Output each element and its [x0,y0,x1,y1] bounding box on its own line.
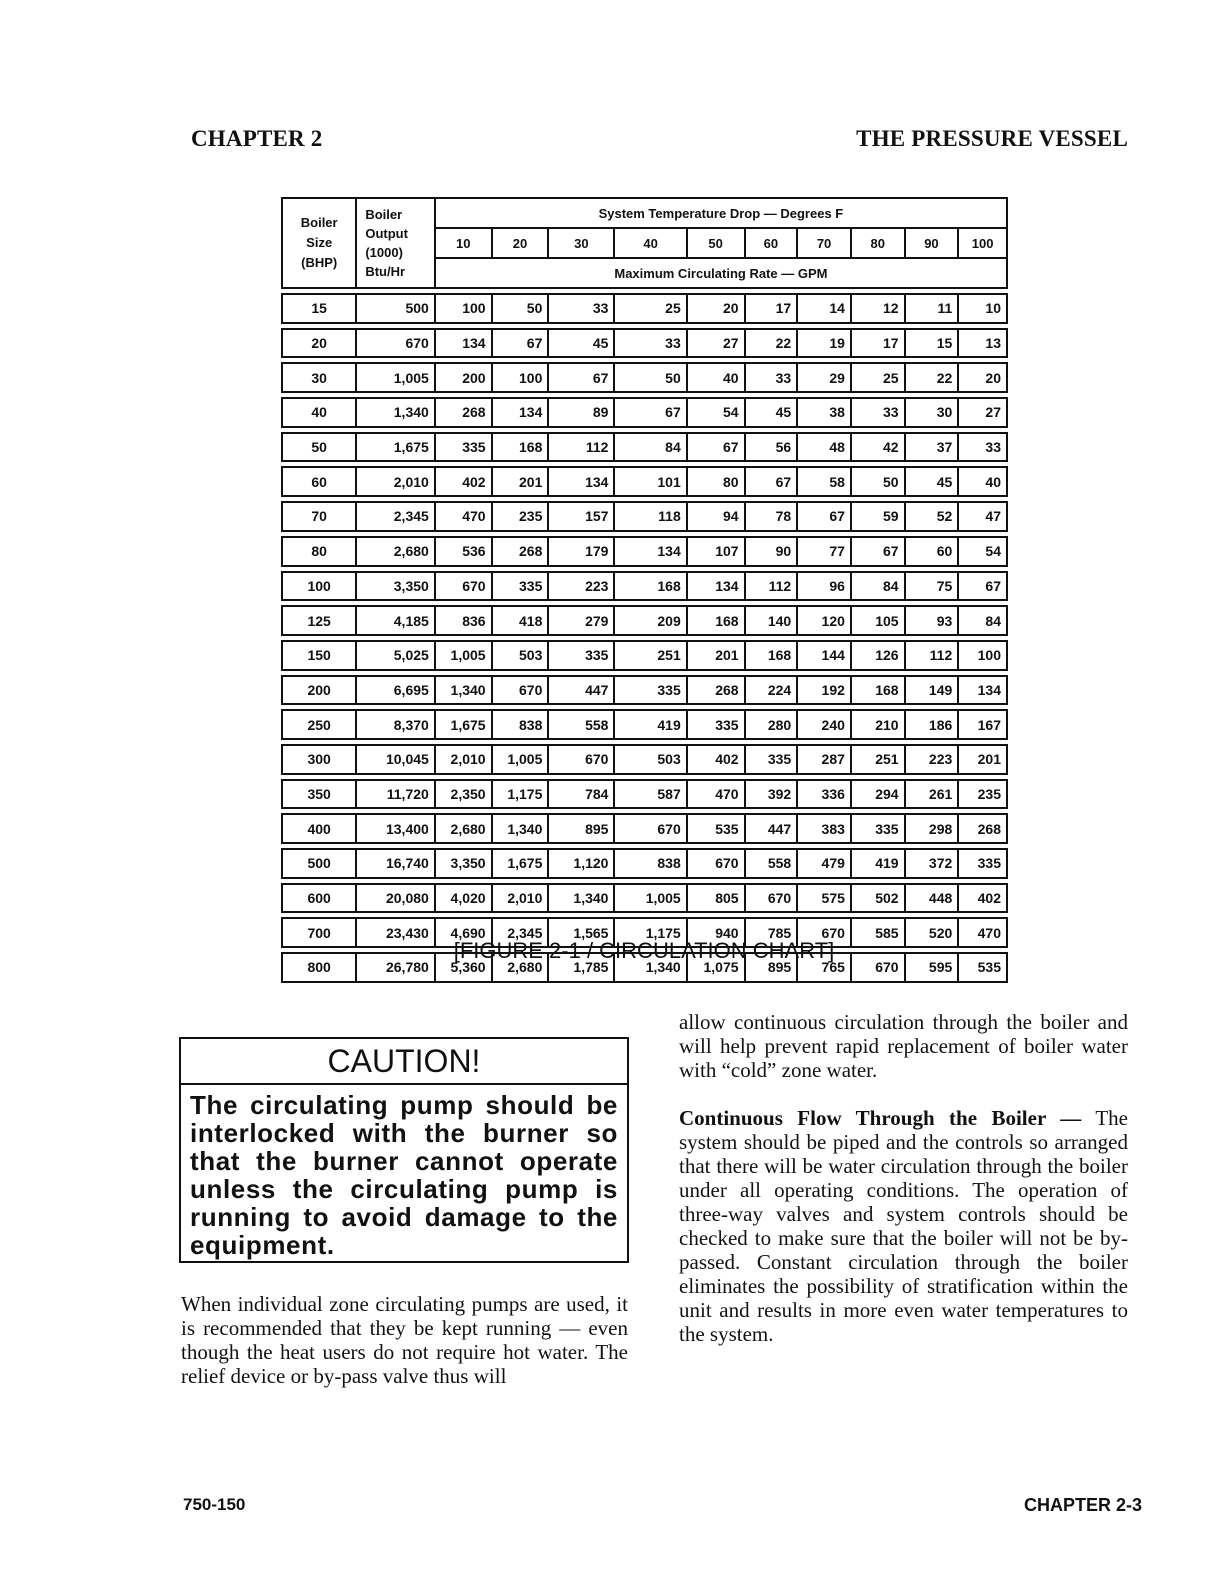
gpm-cell: 25 [614,294,686,323]
gpm-cell: 240 [797,710,851,739]
gpm-cell: 298 [905,814,959,843]
gpm-cell: 418 [492,606,549,635]
gpm-cell: 78 [745,502,798,531]
chapter-header: CHAPTER 2 [191,126,323,151]
gpm-cell: 670 [851,953,905,982]
boiler-size-cell: 100 [282,572,356,601]
gpm-cell: 112 [745,572,798,601]
boiler-output-cell: 1,005 [356,363,434,392]
boiler-output-cell: 10,045 [356,745,434,774]
gpm-cell: 84 [614,433,686,462]
gpm-cell: 201 [492,467,549,496]
boiler-size-cell: 50 [282,433,356,462]
circulating-rate-header: Maximum Circulating Rate — GPM [435,258,1007,288]
boiler-size-cell: 125 [282,606,356,635]
gpm-cell: 93 [905,606,959,635]
boiler-size-cell: 350 [282,780,356,809]
boiler-output-cell: 2,010 [356,467,434,496]
gpm-cell: 168 [687,606,745,635]
gpm-cell: 940 [687,918,745,947]
gpm-cell: 784 [548,780,614,809]
gpm-cell: 402 [435,467,492,496]
temp-header-cell: 40 [614,228,686,258]
gpm-cell: 224 [745,676,798,705]
boiler-size-cell: 200 [282,676,356,705]
boiler-output-cell: 670 [356,329,434,358]
gpm-cell: 268 [687,676,745,705]
gpm-cell: 836 [435,606,492,635]
gpm-cell: 268 [492,537,549,566]
gpm-cell: 1,675 [435,710,492,739]
gpm-cell: 48 [797,433,851,462]
gpm-cell: 45 [745,398,798,427]
gpm-cell: 20 [958,363,1007,392]
gpm-cell: 47 [958,502,1007,531]
gpm-cell: 67 [614,398,686,427]
gpm-cell: 56 [745,433,798,462]
gpm-cell: 287 [797,745,851,774]
gpm-cell: 1,075 [687,953,745,982]
right-paragraph-2 [679,1106,1128,1346]
boiler-output-cell: 26,780 [356,953,434,982]
table-row [282,641,1007,670]
gpm-cell: 470 [435,502,492,531]
right-column [679,1010,1128,1370]
gpm-cell: 105 [851,606,905,635]
gpm-cell: 14 [797,294,851,323]
gpm-cell: 838 [492,710,549,739]
gpm-cell: 54 [958,537,1007,566]
gpm-cell: 33 [745,363,798,392]
gpm-cell: 535 [958,953,1007,982]
gpm-cell: 201 [687,641,745,670]
gpm-cell: 17 [745,294,798,323]
boiler-size-cell: 30 [282,363,356,392]
gpm-cell: 59 [851,502,905,531]
gpm-cell: 558 [548,710,614,739]
gpm-cell: 200 [435,363,492,392]
table-row [282,467,1007,496]
gpm-cell: 50 [851,467,905,496]
table-row [282,329,1007,358]
gpm-cell: 502 [851,884,905,913]
gpm-cell: 15 [905,329,959,358]
table-row [282,398,1007,427]
gpm-cell: 20 [687,294,745,323]
gpm-cell: 84 [958,606,1007,635]
gpm-cell: 33 [958,433,1007,462]
boiler-output-cell: 23,430 [356,918,434,947]
gpm-cell: 67 [745,467,798,496]
boiler-size-cell: 600 [282,884,356,913]
gpm-cell: 168 [492,433,549,462]
boiler-output-cell: 4,185 [356,606,434,635]
boiler-output-cell: 500 [356,294,434,323]
gpm-cell: 100 [492,363,549,392]
gpm-cell: 587 [614,780,686,809]
gpm-cell: 448 [905,884,959,913]
gpm-cell: 67 [548,363,614,392]
caution-body: The circulating pump should be interlocked with the burner so that the burner cannot operate unless the circulating pump is running to avoid damage to the equipment. [190,1090,618,1260]
boiler-size-cell: 300 [282,745,356,774]
gpm-cell: 479 [797,849,851,878]
gpm-cell: 40 [687,363,745,392]
table-row [282,606,1007,635]
boiler-size-cell: 150 [282,641,356,670]
table-row [282,294,1007,323]
gpm-cell: 419 [614,710,686,739]
gpm-cell: 40 [958,467,1007,496]
boiler-size-header [282,198,356,288]
gpm-cell: 22 [745,329,798,358]
table-row [282,676,1007,705]
boiler-size-cell: 250 [282,710,356,739]
gpm-cell: 134 [958,676,1007,705]
table-row [282,780,1007,809]
table-row [282,884,1007,913]
gpm-cell: 33 [851,398,905,427]
gpm-cell: 251 [614,641,686,670]
gpm-cell: 134 [435,329,492,358]
gpm-cell: 294 [851,780,905,809]
gpm-cell: 4,690 [435,918,492,947]
gpm-cell: 3,350 [435,849,492,878]
gpm-cell: 134 [548,467,614,496]
boiler-output-cell: 16,740 [356,849,434,878]
table-row [282,433,1007,462]
table-body [282,288,1007,982]
gpm-cell: 670 [492,676,549,705]
gpm-cell: 80 [687,467,745,496]
gpm-cell: 140 [745,606,798,635]
boiler-size-cell: 70 [282,502,356,531]
gpm-cell: 335 [548,641,614,670]
boiler-size-cell: 60 [282,467,356,496]
gpm-cell: 805 [687,884,745,913]
table-row [282,537,1007,566]
gpm-cell: 503 [614,745,686,774]
boiler-output-cell: 5,025 [356,641,434,670]
gpm-cell: 1,675 [492,849,549,878]
gpm-cell: 168 [745,641,798,670]
temp-header-cell: 90 [905,228,959,258]
gpm-cell: 168 [614,572,686,601]
temp-header-cell: 50 [687,228,745,258]
gpm-cell: 118 [614,502,686,531]
gpm-cell: 67 [687,433,745,462]
gpm-cell: 54 [687,398,745,427]
left-column [181,1292,628,1388]
table-row [282,849,1007,878]
temperature-drop-header: System Temperature Drop — Degrees F [435,198,1007,228]
boiler-output-cell: 1,340 [356,398,434,427]
gpm-cell: 261 [905,780,959,809]
gpm-cell: 157 [548,502,614,531]
circulation-table [281,197,1008,983]
gpm-cell: 470 [687,780,745,809]
gpm-cell: 223 [548,572,614,601]
gpm-cell: 268 [958,814,1007,843]
gpm-cell: 100 [435,294,492,323]
gpm-cell: 279 [548,606,614,635]
gpm-cell: 33 [548,294,614,323]
gpm-cell: 336 [797,780,851,809]
gpm-cell: 12 [851,294,905,323]
gpm-cell: 10 [958,294,1007,323]
gpm-cell: 2,680 [492,953,549,982]
gpm-cell: 280 [745,710,798,739]
gpm-cell: 25 [851,363,905,392]
gpm-cell: 670 [745,884,798,913]
boiler-output-cell: 2,680 [356,537,434,566]
gpm-cell: 209 [614,606,686,635]
gpm-cell: 60 [905,537,959,566]
gpm-cell: 235 [492,502,549,531]
boiler-size-cell: 500 [282,849,356,878]
boiler-size-cell: 20 [282,329,356,358]
gpm-cell: 94 [687,502,745,531]
boiler-size-cell: 40 [282,398,356,427]
gpm-cell: 50 [492,294,549,323]
temp-header-cell: 30 [548,228,614,258]
gpm-cell: 1,175 [492,780,549,809]
table-row [282,814,1007,843]
gpm-cell: 223 [905,745,959,774]
gpm-cell: 5,360 [435,953,492,982]
left-paragraph: When individual zone circulating pumps are used, it is recommended that they be kept running — even though the heat users do not require hot water. The relief device or by-pass valve thus will [181,1292,628,1388]
gpm-cell: 765 [797,953,851,982]
gpm-cell: 335 [745,745,798,774]
gpm-cell: 1,340 [492,814,549,843]
gpm-cell: 77 [797,537,851,566]
gpm-cell: 149 [905,676,959,705]
boiler-size-header-line3: (BHP) [301,255,338,270]
gpm-cell: 75 [905,572,959,601]
continuous-flow-heading: Continuous Flow Through the Boiler — [679,1106,1082,1130]
gpm-cell: 392 [745,780,798,809]
boiler-output-header-line3: (1000) [365,245,403,260]
boiler-size-cell: 15 [282,294,356,323]
gpm-cell: 13 [958,329,1007,358]
gpm-cell: 335 [687,710,745,739]
boiler-output-header-line2: Output [365,226,408,241]
gpm-cell: 186 [905,710,959,739]
gpm-cell: 50 [614,363,686,392]
gpm-cell: 11 [905,294,959,323]
boiler-output-cell: 11,720 [356,780,434,809]
gpm-cell: 134 [687,572,745,601]
gpm-cell: 45 [905,467,959,496]
gpm-cell: 268 [435,398,492,427]
section-header: THE PRESSURE VESSEL [856,126,1128,151]
temp-header-cell: 80 [851,228,905,258]
gpm-cell: 1,340 [548,884,614,913]
gpm-cell: 19 [797,329,851,358]
gpm-cell: 595 [905,953,959,982]
gpm-cell: 2,345 [492,918,549,947]
gpm-cell: 30 [905,398,959,427]
gpm-cell: 335 [614,676,686,705]
gpm-cell: 536 [435,537,492,566]
gpm-cell: 1,120 [548,849,614,878]
gpm-cell: 402 [958,884,1007,913]
gpm-cell: 535 [687,814,745,843]
gpm-cell: 112 [905,641,959,670]
continuous-flow-body: The system should be piped and the controls so arranged that there will be water circulation through the boiler under all operating conditions. The operation of three-way valves and system controls should be checked to make sure that the boiler will not be by-passed. Constant circulation through the boiler eliminates the possibility of stratification within the unit and results in more even water temperatures to the system. [679,1106,1128,1346]
boiler-size-cell: 800 [282,953,356,982]
gpm-cell: 670 [687,849,745,878]
gpm-cell: 90 [745,537,798,566]
gpm-cell: 134 [614,537,686,566]
gpm-cell: 470 [958,918,1007,947]
gpm-cell: 120 [797,606,851,635]
gpm-cell: 1,005 [614,884,686,913]
gpm-cell: 383 [797,814,851,843]
gpm-cell: 895 [548,814,614,843]
gpm-cell: 251 [851,745,905,774]
boiler-output-cell: 2,345 [356,502,434,531]
boiler-size-header-line2: Size [306,235,333,250]
gpm-cell: 126 [851,641,905,670]
gpm-cell: 235 [958,780,1007,809]
gpm-cell: 335 [958,849,1007,878]
boiler-output-cell: 20,080 [356,884,434,913]
page-number: CHAPTER 2-3 [1023,1495,1142,1515]
boiler-size-cell: 400 [282,814,356,843]
gpm-cell: 1,340 [614,953,686,982]
gpm-cell: 67 [492,329,549,358]
gpm-cell: 42 [851,433,905,462]
gpm-cell: 335 [435,433,492,462]
gpm-cell: 670 [548,745,614,774]
boiler-size-cell: 700 [282,918,356,947]
gpm-cell: 558 [745,849,798,878]
boiler-output-header-line1: Boiler [365,207,403,222]
gpm-cell: 838 [614,849,686,878]
gpm-cell: 33 [614,329,686,358]
gpm-cell: 84 [851,572,905,601]
boiler-size-cell: 80 [282,537,356,566]
gpm-cell: 67 [851,537,905,566]
gpm-cell: 210 [851,710,905,739]
gpm-cell: 2,010 [435,745,492,774]
table-row [282,745,1007,774]
document-number: 750-150 [183,1495,246,1514]
gpm-cell: 503 [492,641,549,670]
gpm-cell: 38 [797,398,851,427]
gpm-cell: 100 [958,641,1007,670]
gpm-cell: 2,010 [492,884,549,913]
gpm-cell: 168 [851,676,905,705]
boiler-output-cell: 6,695 [356,676,434,705]
gpm-cell: 179 [548,537,614,566]
gpm-cell: 201 [958,745,1007,774]
caution-box [179,1037,629,1263]
gpm-cell: 372 [905,849,959,878]
gpm-cell: 1,785 [548,953,614,982]
gpm-cell: 17 [851,329,905,358]
gpm-cell: 101 [614,467,686,496]
gpm-cell: 4,020 [435,884,492,913]
temp-header-cell: 100 [958,228,1007,258]
boiler-size-header-line1: Boiler [300,215,338,230]
table-row [282,710,1007,739]
gpm-cell: 96 [797,572,851,601]
gpm-cell: 447 [745,814,798,843]
temp-header-cell: 60 [745,228,798,258]
gpm-cell: 670 [435,572,492,601]
temp-header-cell: 10 [435,228,492,258]
gpm-cell: 1,565 [548,918,614,947]
gpm-cell: 335 [492,572,549,601]
gpm-cell: 785 [745,918,798,947]
gpm-cell: 2,350 [435,780,492,809]
gpm-cell: 27 [958,398,1007,427]
gpm-cell: 37 [905,433,959,462]
gpm-cell: 112 [548,433,614,462]
caution-title: CAUTION! [181,1039,627,1085]
gpm-cell: 52 [905,502,959,531]
boiler-output-header [356,198,434,288]
gpm-cell: 2,680 [435,814,492,843]
gpm-cell: 419 [851,849,905,878]
gpm-cell: 402 [687,745,745,774]
gpm-cell: 67 [958,572,1007,601]
gpm-cell: 670 [614,814,686,843]
gpm-cell: 45 [548,329,614,358]
figure-caption: [FIGURE 2-1 / CIRCULATION CHART] [453,938,835,963]
table-row [282,363,1007,392]
boiler-output-cell: 3,350 [356,572,434,601]
gpm-cell: 670 [797,918,851,947]
gpm-cell: 29 [797,363,851,392]
boiler-output-cell: 8,370 [356,710,434,739]
gpm-cell: 144 [797,641,851,670]
gpm-cell: 1,340 [435,676,492,705]
gpm-cell: 1,005 [492,745,549,774]
table-row [282,502,1007,531]
gpm-cell: 107 [687,537,745,566]
gpm-cell: 167 [958,710,1007,739]
gpm-cell: 575 [797,884,851,913]
gpm-cell: 67 [797,502,851,531]
gpm-cell: 58 [797,467,851,496]
temp-header-cell: 70 [797,228,851,258]
gpm-cell: 1,175 [614,918,686,947]
gpm-cell: 89 [548,398,614,427]
gpm-cell: 447 [548,676,614,705]
gpm-cell: 192 [797,676,851,705]
right-paragraph-1: allow continuous circulation through the boiler and will help prevent rapid replacement of boiler water with “cold” zone water. [679,1010,1128,1082]
gpm-cell: 895 [745,953,798,982]
boiler-output-cell: 1,675 [356,433,434,462]
gpm-cell: 585 [851,918,905,947]
gpm-cell: 134 [492,398,549,427]
gpm-cell: 22 [905,363,959,392]
gpm-cell: 27 [687,329,745,358]
table-row [282,572,1007,601]
temp-header-cell: 20 [492,228,549,258]
boiler-output-cell: 13,400 [356,814,434,843]
gpm-cell: 1,005 [435,641,492,670]
gpm-cell: 520 [905,918,959,947]
boiler-output-header-line4: Btu/Hr [365,264,406,279]
gpm-cell: 335 [851,814,905,843]
